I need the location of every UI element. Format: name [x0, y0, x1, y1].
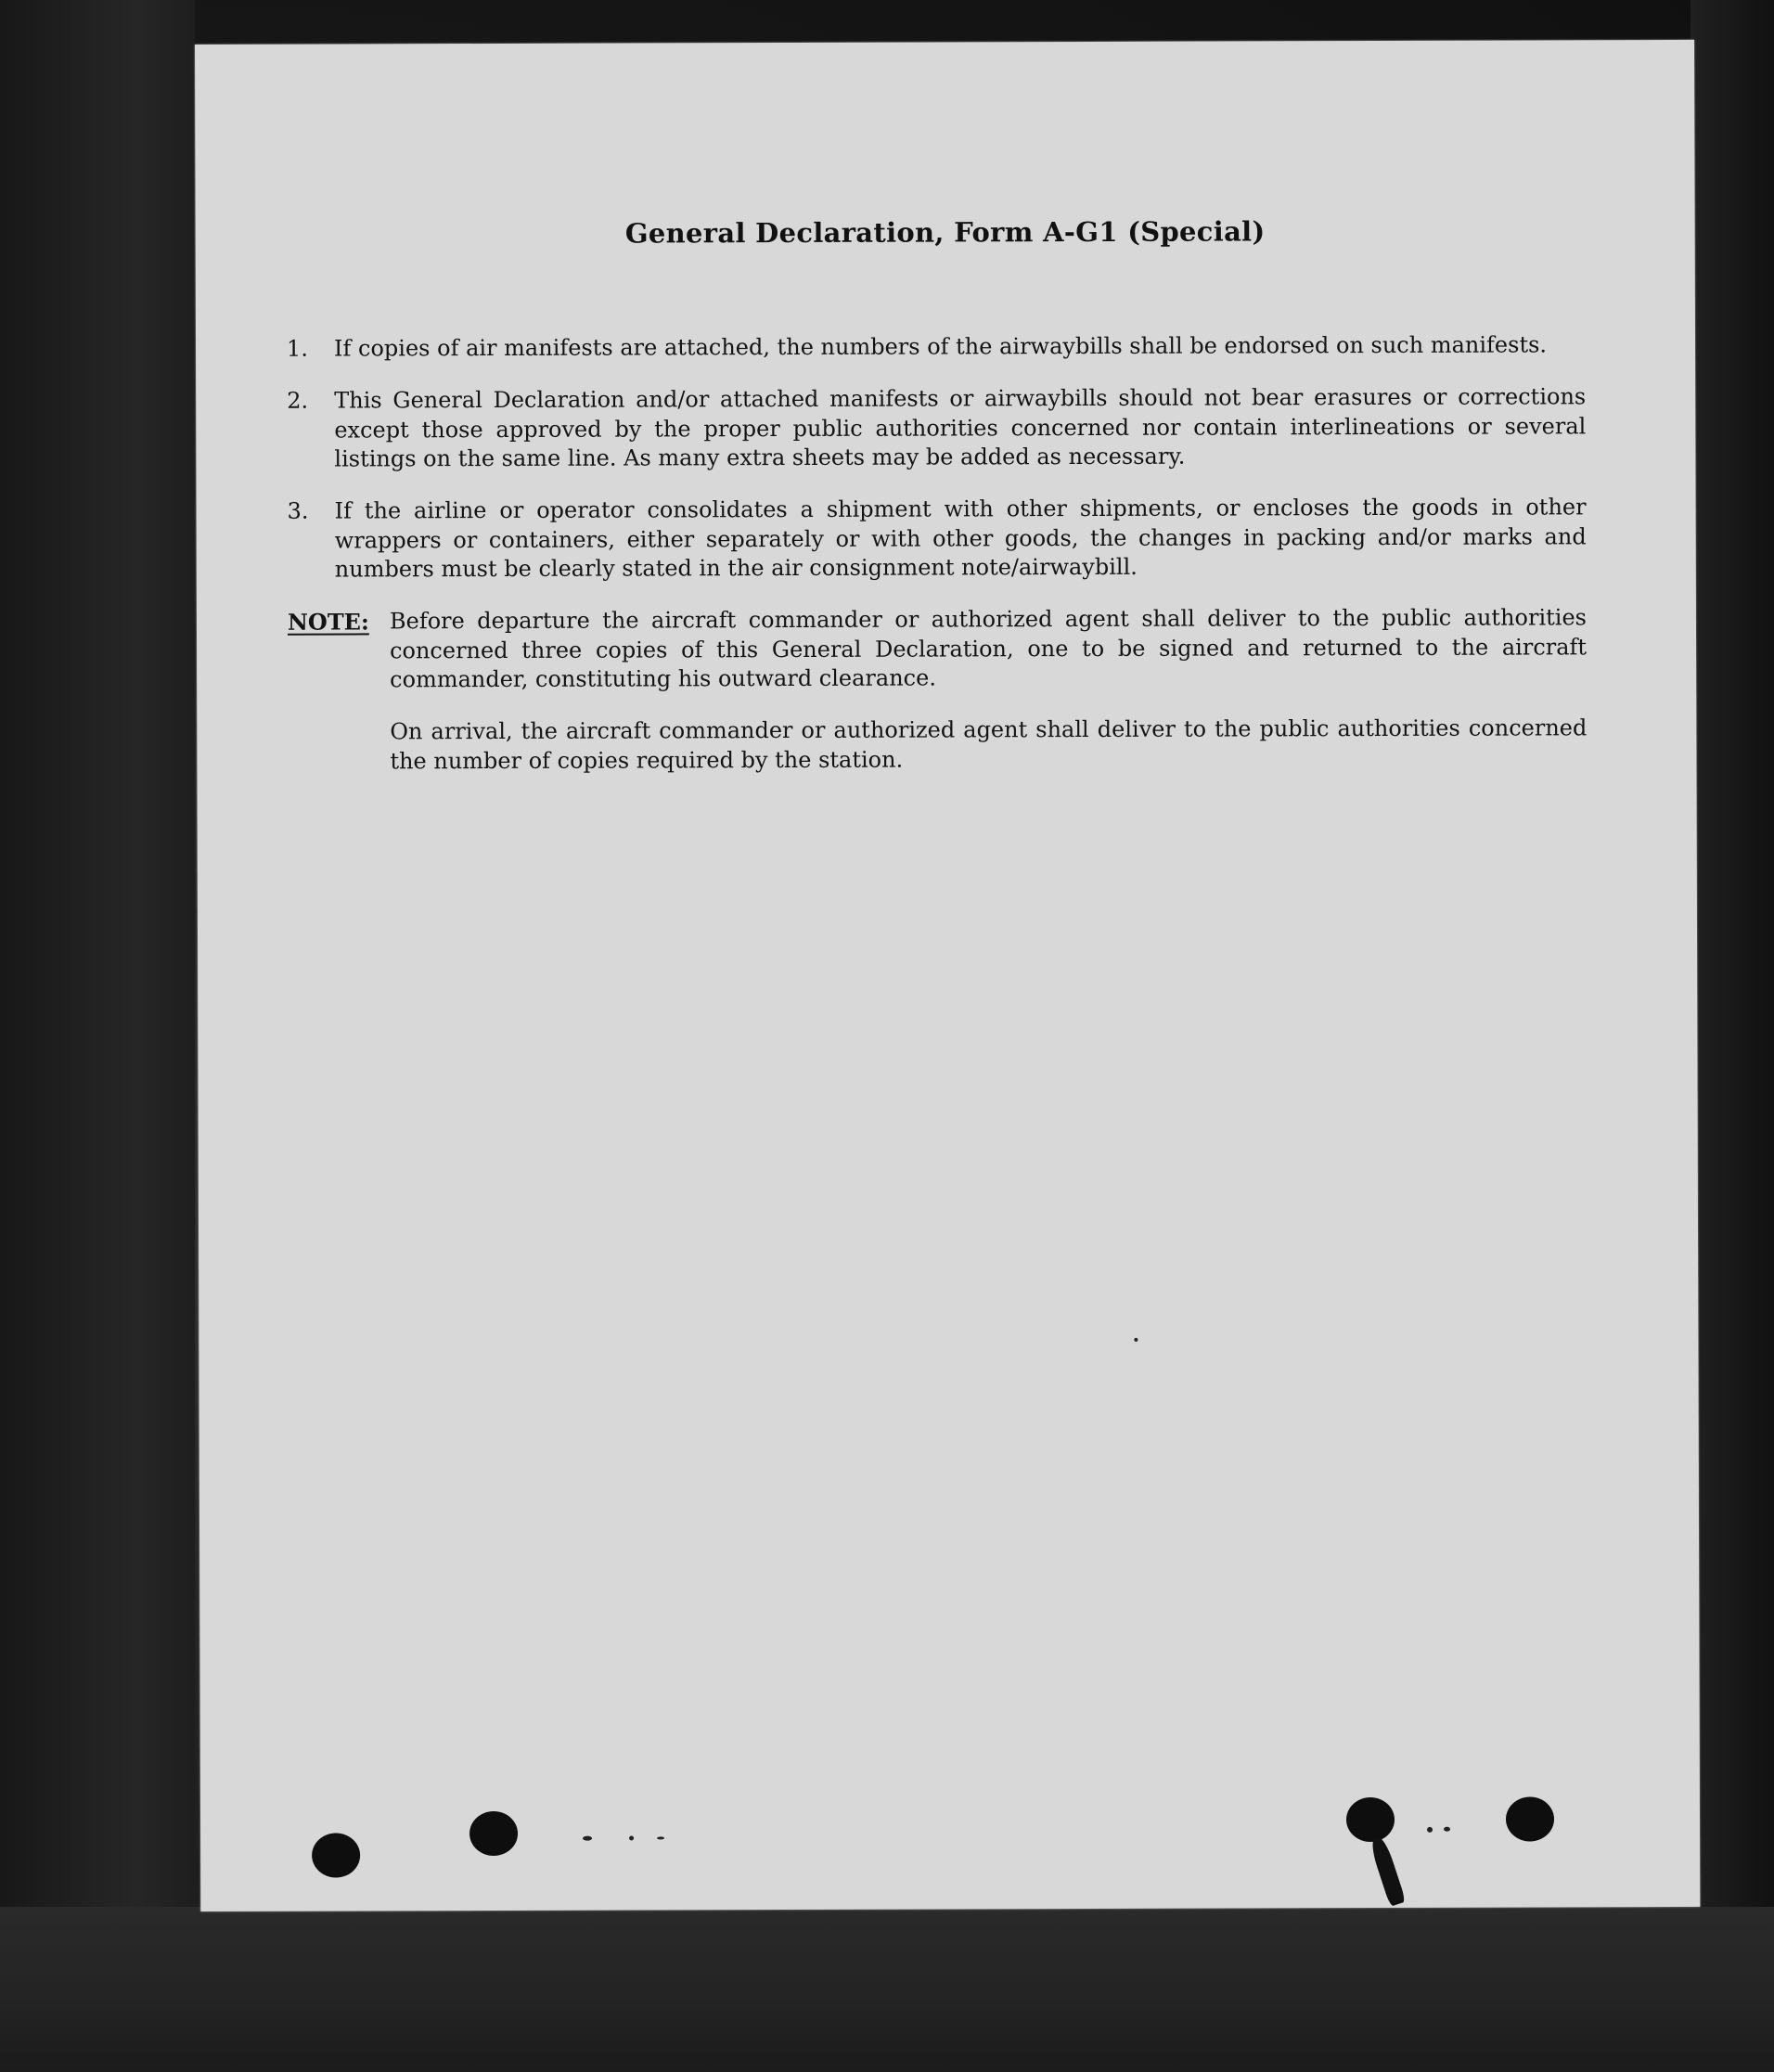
- scan-speck: [629, 1836, 634, 1841]
- note-label: NOTE:: [287, 608, 369, 636]
- scan-right-margin: [1690, 0, 1774, 2072]
- binder-hole: [1506, 1796, 1554, 1841]
- list-item-text: If copies of air manifests are attached, the numbers of the airwaybills shall be endorsed on such manifests.: [333, 331, 1548, 362]
- list-item-3: [288, 493, 1587, 585]
- binder-hole: [312, 1833, 360, 1877]
- scan-speck: [1134, 1338, 1138, 1342]
- scan-speck: [657, 1836, 664, 1839]
- list-item-number: 1.: [286, 335, 308, 362]
- document-page: [195, 40, 1700, 1911]
- list-item-number: 2.: [287, 387, 309, 414]
- list-item-1: [287, 330, 1586, 364]
- list-item-text: This General Declaration and/or attached manifests or airwaybills should not bear erasures or corrections except those approved by the proper public authorities concerned nor contain interlineations or several listings on the same line. As many extra sheets may be added as necessary.: [334, 383, 1587, 472]
- binder-hole: [1346, 1797, 1395, 1842]
- binder-hole: [469, 1811, 518, 1856]
- note-block: [288, 603, 1587, 695]
- scan-left-margin: [0, 0, 195, 2072]
- scan-bottom-margin: [0, 1907, 1774, 2072]
- document-title: General Declaration, Form A-G1 (Special): [624, 215, 1266, 250]
- list-item-text: If the airline or operator consolidates a shipment with other shipments, or encloses the goods in other wrappers or containers, either separately or with other goods, the changes in packing and/or marks and numbers must be clearly stated in the air consignment note/airwaybill.: [334, 494, 1587, 583]
- scan-speck: [1427, 1827, 1433, 1833]
- list-item-2: [287, 382, 1586, 474]
- scan-speck: [583, 1836, 592, 1841]
- scan-speck: [1444, 1827, 1450, 1832]
- note-text: Before departure the aircraft commander or authorized agent shall deliver to the public authorities concerned three copies of this General Declaration, one to be signed and returned to the aircraft commander, constituting his outward clearance.: [389, 604, 1588, 693]
- paper-tear-mark: [1369, 1835, 1407, 1907]
- list-item-number: 3.: [287, 497, 309, 524]
- note-text-arrival: On arrival, the aircraft commander or authorized agent shall deliver to the public authorities concerned the number of copies required by the station.: [390, 714, 1588, 774]
